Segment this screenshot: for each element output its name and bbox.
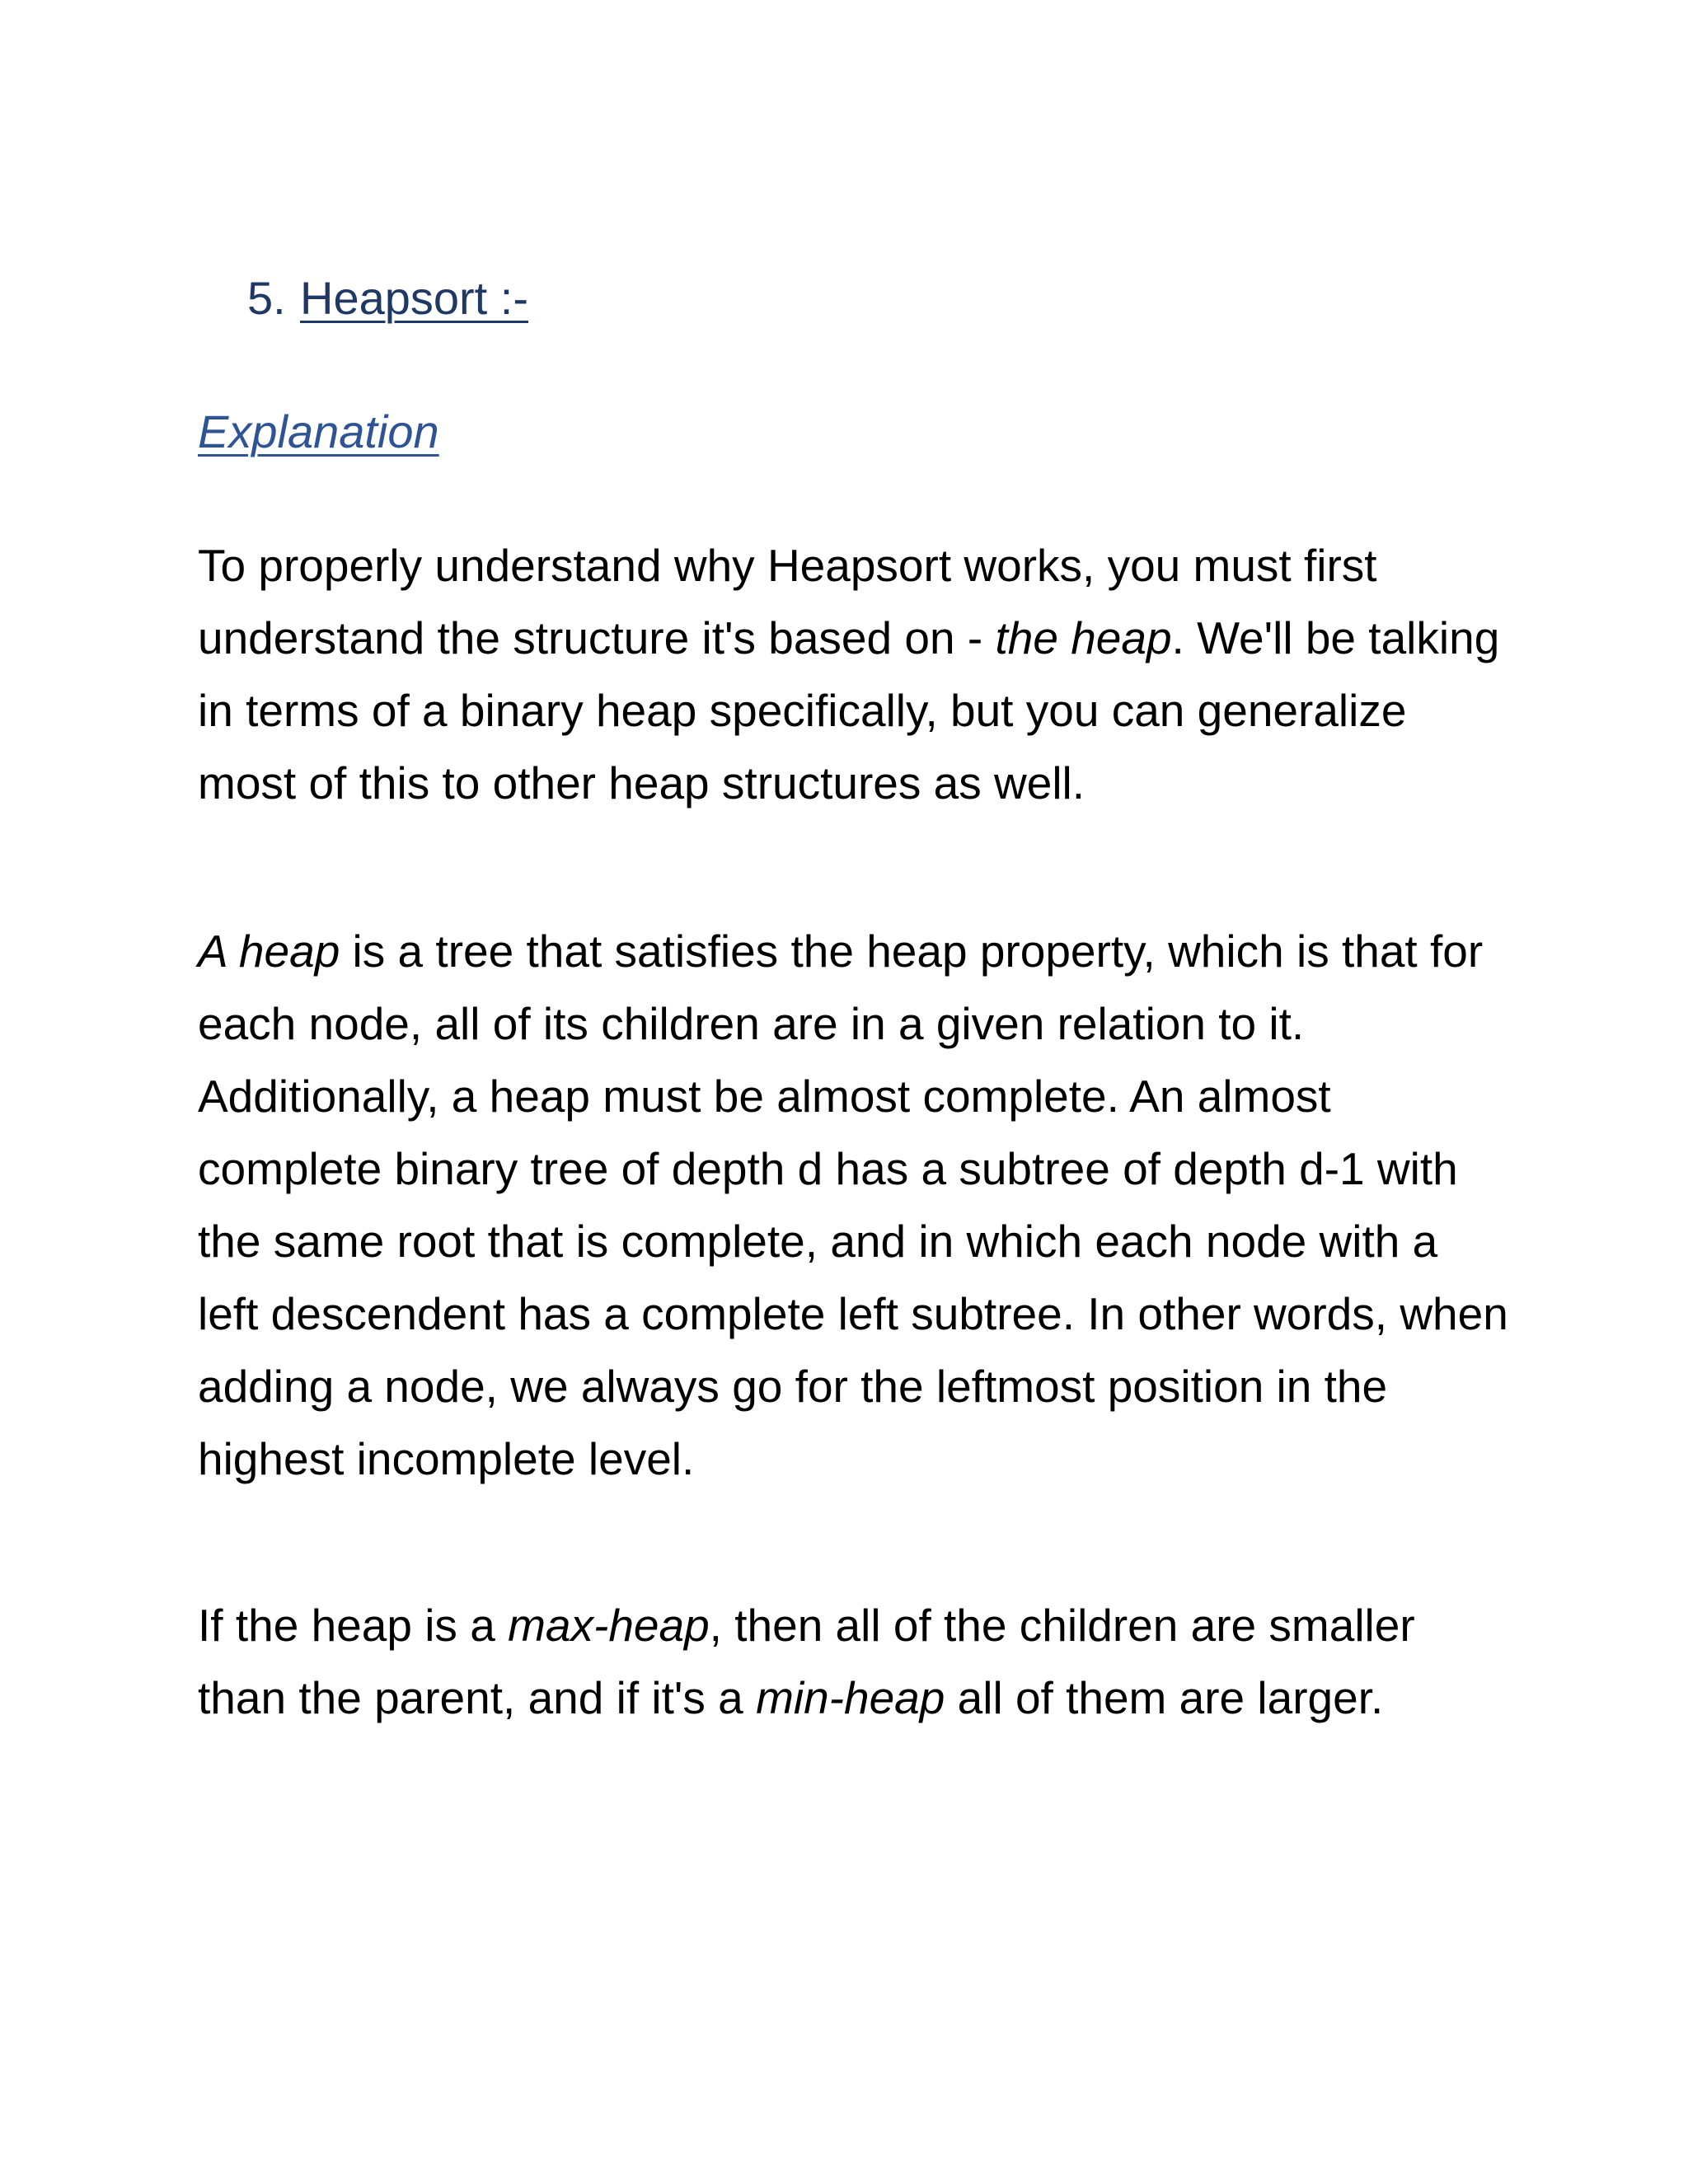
paragraph-heap-definition [198,915,1508,1495]
section-title: Heapsort :- [300,272,528,324]
emphasis-text: max-heap [508,1600,710,1651]
emphasis-text: min-heap [756,1672,945,1723]
paragraph-heap-structure [198,529,1508,819]
paragraph-text: is a tree that satisfies the heap property, which is that for each node, all of its children are in a given relation to it. Additionally, a heap must be almost complete. An almost complete binary tree of depth d has a subtree of depth d-1 with the same root that is complete, and in which each node with a left descendent has a complete left subtree. In other words, when adding a node, we always go for the leftmost position in the highest incomplete level. [198,926,1508,1484]
paragraph-text: If the heap is a [198,1600,509,1651]
paragraph-text: . We'll be talking in terms of a binary heap specifically, but you can generalize most of this to other heap structures as well. [198,612,1500,808]
emphasis-text: A heap [198,926,340,977]
paragraph-text: , then all of the children are smaller than the parent, and if it's a [198,1600,1415,1723]
emphasis-text: the heap [995,612,1172,663]
paragraph-text: all of them are larger. [945,1672,1384,1723]
paragraph-max-min-heap [198,1589,1508,1734]
section-number: 5. [247,272,286,324]
explanation-subheading: Explanation [198,405,439,457]
paragraph-text: To properly understand why Heapsort works, you must first understand the structure it's based on - [198,540,1377,663]
section-heading [247,265,528,331]
